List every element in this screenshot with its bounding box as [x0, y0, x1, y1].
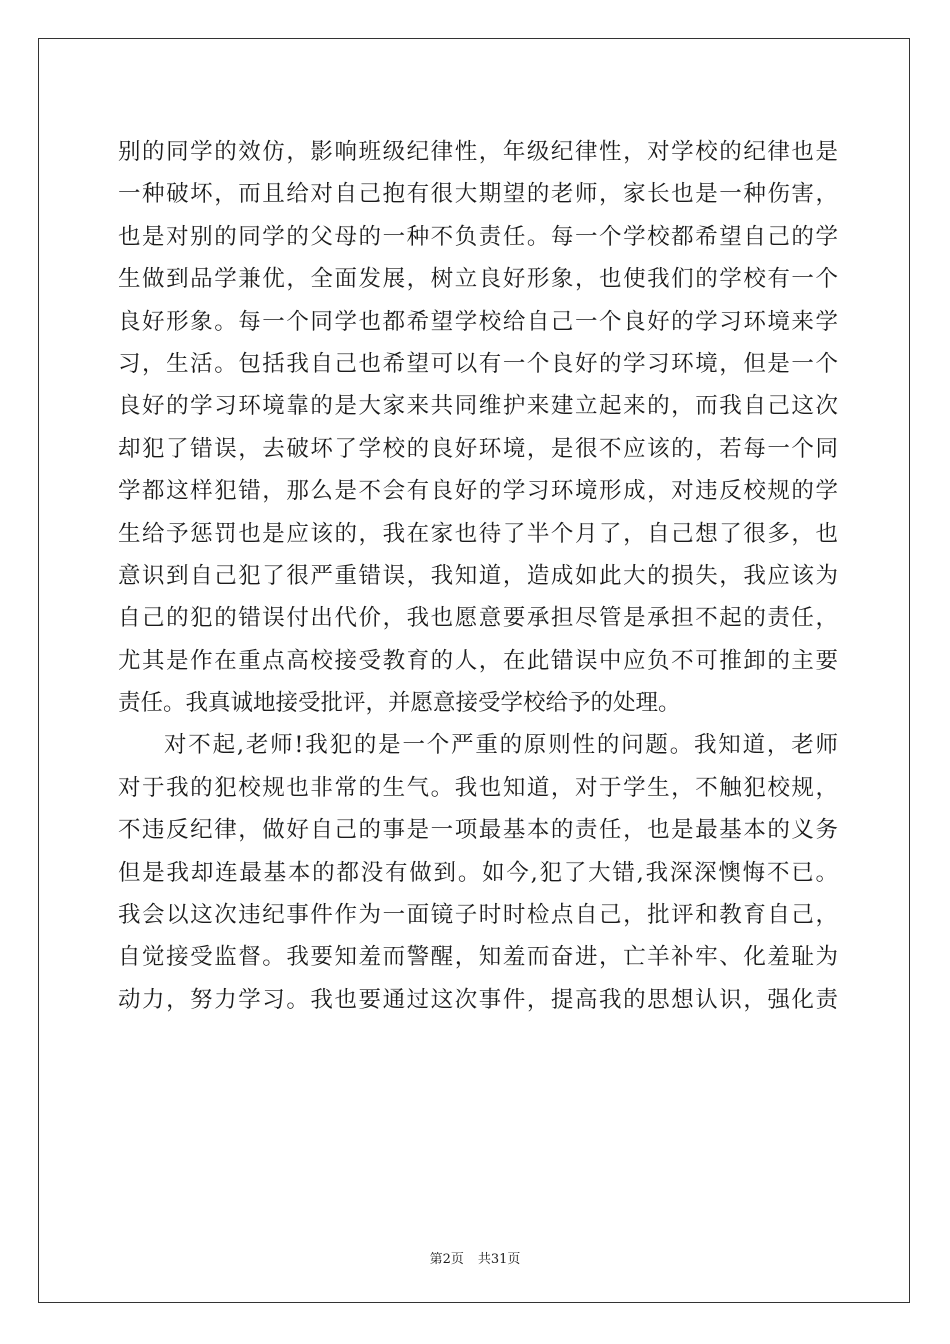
text-line: 良好形象。每一个同学也都希望学校给自己一个良好的学习环境来学 — [118, 308, 838, 335]
text-line: 动力，努力学习。我也要通过这次事件，提高我的思想认识，强化责 — [118, 986, 838, 1013]
text-line: 生给予惩罚也是应该的，我在家也待了半个月了，自己想了很多，也 — [118, 520, 838, 547]
text-line: 却犯了错误，去破坏了学校的良好环境，是很不应该的，若每一个同 — [118, 435, 838, 462]
text-line: 责任。我真诚地接受批评，并愿意接受学校给予的处理。 — [118, 690, 681, 717]
text-line: 自己的犯的错误付出代价，我也愿意要承担尽管是承担不起的责任， — [118, 605, 838, 632]
text-line: 意识到自己犯了很严重错误，我知道，造成如此大的损失，我应该为 — [118, 562, 838, 589]
text-line: 生做到品学兼优，全面发展，树立良好形象，也使我们的学校有一个 — [118, 266, 838, 293]
text-line: 对不起,老师!我犯的是一个严重的原则性的问题。我知道，老师 — [164, 732, 838, 759]
text-line: 习，生活。包括我自己也希望可以有一个良好的学习环境，但是一个 — [118, 350, 838, 377]
text-line: 我会以这次违纪事件作为一面镜子时时检点自己，批评和教育自己， — [118, 902, 838, 929]
text-line: 一种破坏，而且给对自己抱有很大期望的老师，家长也是一种伤害， — [118, 181, 838, 208]
document-body — [118, 131, 838, 1021]
text-line: 尤其是作在重点高校接受教育的人，在此错误中应负不可推卸的主要 — [118, 647, 838, 674]
page-footer — [0, 1248, 950, 1267]
text-line: 不违反纪律，做好自己的事是一项最基本的责任，也是最基本的义务 — [118, 817, 838, 844]
page-number: 第2页 — [429, 1252, 464, 1267]
text-line: 良好的学习环境靠的是大家来共同维护来建立起来的，而我自己这次 — [118, 393, 838, 420]
text-line: 但是我却连最基本的都没有做到。如今,犯了大错,我深深懊悔不已。 — [118, 859, 838, 886]
page-total: 共31页 — [477, 1252, 521, 1267]
text-line: 对于我的犯校规也非常的生气。我也知道，对于学生，不触犯校规， — [118, 774, 838, 801]
text-line: 自觉接受监督。我要知羞而警醒，知羞而奋进，亡羊补牢、化羞耻为 — [118, 944, 838, 971]
text-line: 也是对别的同学的父母的一种不负责任。每一个学校都希望自己的学 — [118, 223, 838, 250]
text-line: 别的同学的效仿，影响班级纪律性，年级纪律性，对学校的纪律也是 — [118, 139, 838, 165]
text-line: 学都这样犯错，那么是不会有良好的学习环境形成，对违反校规的学 — [118, 478, 838, 505]
